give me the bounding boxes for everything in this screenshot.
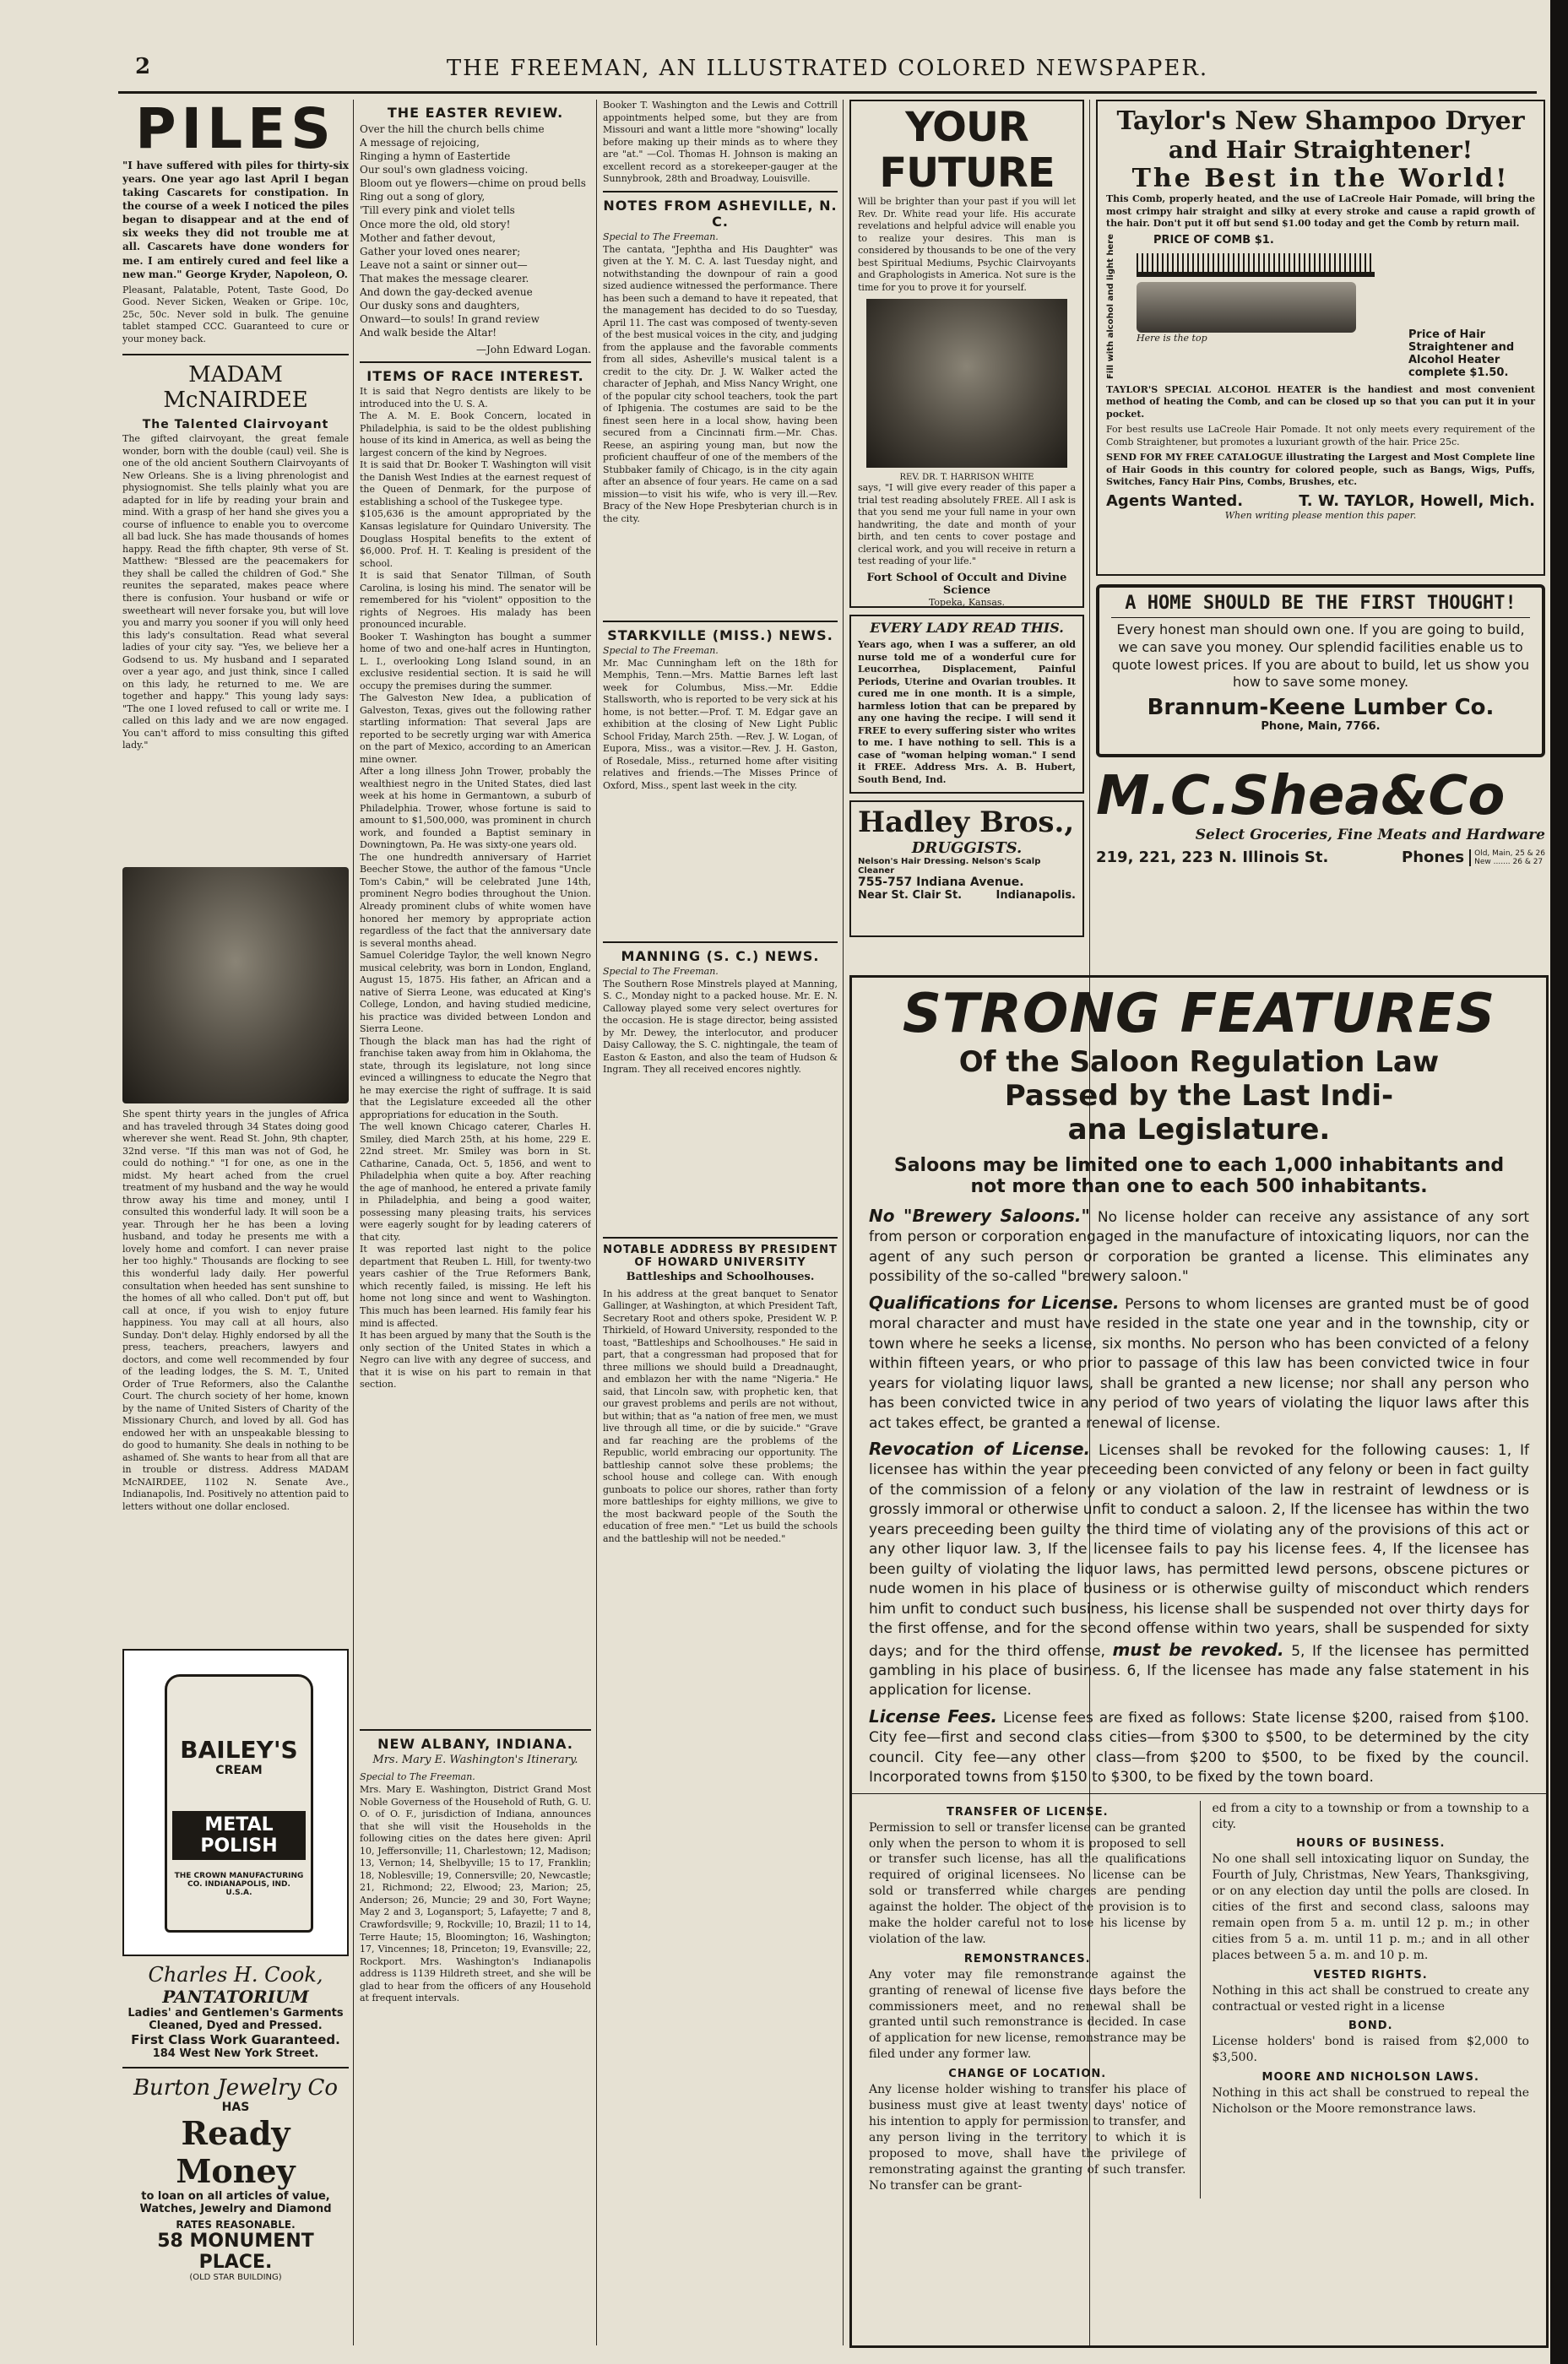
hadley-line-4: Indianapolis. — [996, 889, 1076, 902]
piles-quote: "I have suffered with piles for thirty-six years. One year ago last April I began taking Cascarets for constipation. In the course of a week I noticed the piles began to disappear and at the end of six weeks they did not trouble me at all. Cascarets have done wonders for me. I am entirely cured and feel like a new man." George Kryder, Napoleon, O. — [122, 160, 349, 280]
saloon-h5: License Fees. — [869, 1705, 997, 1727]
cook-line-2: First Class Work Guaranteed. — [131, 2032, 340, 2048]
remonstrance-title: REMONSTRANCES. — [963, 1952, 1091, 1965]
taylor-agents: Agents Wanted. — [1106, 491, 1244, 510]
easter-author: —John Edward Logan. — [476, 344, 591, 356]
saloon-sub-1: Of the Saloon Regulation Law — [958, 1045, 1440, 1079]
bailey-cream: CREAM — [215, 1764, 263, 1778]
lady-ad — [849, 615, 1084, 794]
taylor-heater: TAYLOR'S SPECIAL ALCOHOL HEATER is the handiest and most convenient method of heating the Comb, and can be closed up so that you can put it in your pocket. — [1106, 383, 1535, 420]
items-body: It is said that Negro dentists are likely to be introduced into the U. S. A. The A. M. E. Book Concern, located in Philadelphia, is said to be the oldest publishing house of its kind in America, as well as being the largest concern of the kind by Negroes. It is said that Dr. Booker T. Washington will visit the Danish West Indies at the earnest request of the Queen of Denmark, for the purpose of establishing a school of the Tuskegee type. $105,636 is the amount appropriated by the Kansas legislature for Quindaro University. The Douglass Hospital benefits to the extent of $6,000. Prof. H. T. Kealing is president of the school. It is said that Senator Tillman, of South Carolina, is losing his mind. The senator will be remembered for his "violent" opposition to the rights of Negroes. His malady has been pronounced incurable. Booker T. Washington has bought a summer home of two and one-half acres in Huntington, L. I., overlooking Long Island sound, in an exclusive residential section. It is said he will occupy the premises during the summer. The Galveston New Idea, a publication of Galveston, Texas, gives out the following rather startling information: That several Japs are reported to be secretly urging war with America on the part of Mexico, according to an American mine owner. After a long illness John Trower, probably the wealthiest negro in the United States, died last week at his home in Germantown, a suburb of Philadelphia. Trower, whose fortune is said to amount to $1,500,000, was prominent in church work, and founded a Baptist seminary in Downingtown, Pa. He was sixty-one years old. The one hundredth anniversary of Harriet Beecher Stowe, the author of the famous "Uncle Tom's Cabin," will be celebrated June 14th, prominent Negro bodies throughout the Union. Already prominent clubs of white women have honored her memory by appropriate action regardless of the fact that the anniversary date is several months ahead. Samuel Coleridge Taylor, the well known Negro musical celebrity, was born in London, England, August 15, 1875. His father, an African and a native of Sierra Leone, was educated at King's College, London, and having studied medicine, his practice was divided between London and Sierra Leone. Though the black man has had the right of franchise taken away from him in Oklahoma, the state, through its legislature, not long since evinced a willingness to educate the Negro that he may exercise the right of suffrage. It is said that the Legislature exceeded all the other appropriations for education in the South. The well known Chicago caterer, Charles H. Smiley, died March 25th, at his home, 229 E. 22nd street. Mr. Smiley was born in St. Catharine, Canada, Oct. 5, 1856, and went to Philadelphia when quite a boy. After reaching the age of manhood, he entered a private family in Philadelphia, and being a good waiter, possessing many pleasing traits, his services were eagerly sought for by leading caterers of that city. It was reported last night to the police department that Reuben L. Hill, for twenty-two years cashier of the True Reformers Bank, which recently failed, is missing. He left his home not long since and went to Washington. This much has been learned. His family fear his mind is affected. It has been argued by many that the South is the only section of the United States in which a Negro can live with any degree of success, and that it is wise on his part to remain in that section. — [360, 386, 591, 1391]
cook-business: PANTATORIUM — [162, 1987, 309, 2008]
bailey-maker: THE CROWN MANUFACTURING CO. INDIANAPOLIS, IND. U.S.A. — [174, 1872, 304, 1898]
hadley-ad — [849, 800, 1084, 937]
shea-tagline: Select Groceries, Fine Meats and Hardware — [1195, 827, 1545, 843]
asheville-body: The cantata, "Jephtha and His Daughter" was given at the Y. M. C. A. last Tuesday night, and notwithstanding the downpour of rain a good sized audience witnessed the performance. There has been such a demand to have it repeated, that the management has decided to do so Tuesday, April 11. The cast was composed of twenty-seven of the best musical voices in the city, and judging from the applause and the favorable comments from all sides, Asheville's musical talent is a credit to the city. Dr. J. W. Walker acted the character of Jephah, and Miss Nancy Wright, one of the popular city school teachers, took the part of Iphigenia. The costumes are said to be the finest seen here in a local show, having been secured from a Cincinnati firm.—Mr. Chas. Reese, an aspiring young man, but now the proficient chauffeur of one of the members of the Stubbaker family of Chicago, is in the city again after an absence of four years. He came on a sad mission—to visit his wife, who is very ill.—Rev. Bracy of the New Hope Presbyterian church is in the city. — [603, 243, 838, 524]
madam-subtitle: The Talented Clairvoyant — [142, 418, 329, 432]
saloon-sub-3: ana Legislature. — [1067, 1113, 1331, 1147]
bond-title: BOND. — [1348, 2020, 1393, 2033]
future-body: Will be brighter than your past if you will let Rev. Dr. White read your life. His accurate revelations and helpful advice will enable you to realize your desires. This man is considered by thousands to be one of the very best Spiritual Mediums, Psychic Clairvoyants and Graphologists in America. Not sure is the time for you to prove it for yourself. — [858, 196, 1076, 293]
burton-line-2: RATES REASONABLE. — [176, 2219, 296, 2231]
home-firm: Brannum-Keene Lumber Co. — [1147, 695, 1495, 721]
future-title: YOUR FUTURE — [879, 104, 1055, 197]
saloon-title: STRONG FEATURES — [902, 983, 1496, 1045]
hadley-line-2: 755-757 Indiana Avenue. — [858, 876, 1024, 889]
taylor-here-label: Here is the top — [1137, 332, 1207, 344]
taylor-line-2: and Hair Straightener! — [1168, 136, 1473, 164]
madam-name: MADAM McNAIRDEE — [163, 362, 308, 414]
home-phone: Phone, Main, 7766. — [1261, 720, 1381, 734]
taylor-catalog: SEND FOR MY FREE CATALOGUE illustrating the Largest and Most Complete line of Hair Goods in this country for colored people, such as Bangs, Wigs, Puffs, Switches, Fancy Hair Pins, Combs, Brushes, etc. — [1106, 452, 1535, 488]
saloon-p2: Persons to whom licenses are granted must be of good moral character and must have resided in the state one year and in the township, city or town where he seeks a license, six months. No person who has been convicted of a felony within fifteen years, or who prior to passage of this law has been convicted twice in four years for violating liquor laws, shall be granted a new license; nor shall any person who has been convicted twice in any period of two years of violating the liquor laws after this act takes effect, be granted a renewal of license. — [869, 1295, 1530, 1432]
burton-name: Burton Jewelry Co — [133, 2075, 339, 2101]
column-5 — [1096, 100, 1545, 969]
piles-fine-print: Pleasant, Palatable, Potent, Taste Good, Do Good. Never Sicken, Weaken or Gripe. 10c, 25c, 50c. Never sold in bulk. The genuine tablet stamped CCC. Guaranteed to cure or your money back. — [122, 284, 349, 344]
asheville-byline: Special to The Freeman. — [603, 230, 719, 242]
bailey-metal-polish: METAL POLISH — [172, 1811, 306, 1860]
easter-poem: Over the hill the church bells chime A message of rejoicing, Ringing a hymn of Eastertide Our soul's own gladness voicing. Bloom out ye flowers—chime on proud bells Ring out a song of glory, 'Till every pink and violet tells Once more the old, old story! Mother and father devout, Gather your loved ones nearer; Leave not a saint or sinner out— That makes the message clearer. And down the gay-decked avenue Our dusky sons and daughters, Onward—to souls! In grand review And walk beside the Altar! — [360, 123, 586, 339]
shea-name: M.C.Shea&Co — [1096, 765, 1506, 827]
future-ad — [849, 100, 1084, 608]
albany-body: Mrs. Mary E. Washington, District Grand Most Noble Governess of the Household of Ruth, G. U. O. of O. F., jurisdiction of Indiana, announces that she will visit the Households in the following cities on the dates here given: April 10, Jeffersonville; 11, Charlestown; 12, Madison; 13, Vernon; 14, Shelbyville; 15 to 17, Franklin; 18, Noblesville; 19, Connersville; 20, Newcastle; 21, Richmond; 22, Elwood; 23, Marion; 25, Anderson; 26, Muncie; 29 and 30, Fort Wayne; May 2 and 3, Logansport; 5, Lafayette; 7 and 8, Crawfordsville; 9, Rockville; 10, Brazil; 11 to 14, Terre Haute; 15, Bloomington; 16, Washington; 17, Vincennes; 18, Princeton; 19, Evansville; 22, Rockport. Mrs. Washington's Indianapolis address is 1139 Hildreth street, and she will be glad to hear from the officers of any Household at frequent intervals. — [360, 1784, 591, 2004]
madam-body: The gifted clairvoyant, the great female wonder, born with the double (caul) veil. She is one of the old ancient Southern Clairvoyants of New Orleans. She is a living phrenologist and physiognomist. She tells plainly what you are adapted for in life by reading your brain and mind. With a grasp of her hand she gives you a course of influence to enable you to overcome all bad luck. She has made thousands of homes happy. Read the fifth chapter, 9th verse of St. Matthew: "Blessed are the peacemakers for they shall be called the children of God." She reunites the separated, makes peace where there is confusion. Your husband or wife or sweetheart will never forsake you, but will love you and marry you sooner if you will only heed this lady's consultation. Read what several ladies of your city say. "Yes, we believe her a Godsend to us. My husband and I separated over a year ago, and just think, since I called on this lady, he returned to me. We are together and happy." This young lady says: "The one I loved refused to call or write me. I called on this lady and we are now engaged. You can't afford to miss consulting this gifted lady." — [122, 433, 349, 751]
vested-body: Nothing in this act shall be construed to create any contractual or vested right in a license — [1212, 1983, 1529, 2014]
masthead: THE FREEMAN, AN ILLUSTRATED COLORED NEWSPAPER. — [446, 56, 1209, 81]
hours-body: No one shall sell intoxicating liquor on Sunday, the Fourth of July, Christmas, New Years, Thanksgiving, or on any election day until the polls are closed. In cities of the first and second class, saloons may remain open from 5 a. m. until 12 p. m.; in other cities from 5 a. m. until 11 p. m.; and in all other places between 5 a. m. and 10 p. m. — [1212, 1852, 1529, 1962]
albany-subtitle: Mrs. Mary E. Washington's Itinerary. — [372, 1754, 578, 1767]
items-title: ITEMS OF RACE INTEREST. — [366, 368, 584, 385]
hours-title: HOURS OF BUSINESS. — [1296, 1837, 1446, 1851]
shea-phone-2: New ....... 26 & 27 — [1474, 857, 1544, 866]
lady-title: EVERY LADY READ THIS. — [870, 620, 1064, 636]
transfer-body: Permission to sell or transfer license can be granted only when the person to whom it is proposed to sell or transfer such license, has all the qualifications required of original licensees. No license can be sold or transferred while charges are pending against the holder. The object of the provision is to make the holder careful not to lose his license by violation of the law. — [869, 1820, 1186, 1946]
shea-phone-1: Old, Main, 25 & 26 — [1474, 849, 1545, 858]
future-caption: REV. DR. T. HARRISON WHITE — [899, 473, 1034, 483]
hadley-line-3: Near St. Clair St. — [858, 889, 963, 902]
saloon-p3: Licenses shall be revoked for the following causes: 1, If licensee has within the year preceeding been convicted of any felony or been in fact guilty of the commission of a felony or any violation of the law in restraint of lewdness or is grossly immoral or otherwise unfit to conduct a saloon. 2, If the licensee has within the two years preceeding been guilty the third time of violating any of the provisions of this act or any other liquor law. 3, If the licensee fails to pay his license fees. 4, If the licensee has been guilty of violating the liquor laws, has permitted lewd persons, obscene pictures or nude women in his place of business or is otherwise guilty of misconduct which renders him unfit to conduct such business, his license shall be suspended not over thirty days for the first offense, and for the second offense within two years, shall be suspended for sixty days; and for the third offense, — [869, 1441, 1530, 1660]
albany-title: NEW ALBANY, INDIANA. — [377, 1736, 573, 1753]
moore-body: Nothing in this act shall be construed to repeal the Nicholson or the Moore remonstrance laws. — [1212, 2086, 1529, 2117]
saloon-h1: No "Brewery Saloons." — [869, 1206, 1090, 1226]
taylor-price-2: Price of Hair Straightener and Alcohol Heater complete $1.50. — [1408, 328, 1515, 379]
albany-byline: Special to The Freeman. — [360, 1771, 475, 1783]
taylor-mention: When writing please mention this paper. — [1224, 509, 1417, 521]
cook-line-1: Ladies' and Gentlemen's Garments Cleaned, Dyed and Pressed. — [128, 2007, 344, 2033]
moore-title: MOORE AND NICHOLSON LAWS. — [1261, 2071, 1479, 2085]
easter-title: THE EASTER REVIEW. — [387, 105, 564, 121]
transfer-title: TRANSFER OF LICENSE. — [946, 1805, 1109, 1819]
starkville-title: STARKVILLE (MISS.) NEWS. — [607, 626, 833, 643]
manning-byline: Special to The Freeman. — [603, 965, 719, 977]
hadley-name: Hadley Bros., — [858, 805, 1075, 839]
starkville-byline: Special to The Freeman. — [603, 644, 719, 656]
future-org: Fort School of Occult and Divine Science — [866, 571, 1067, 597]
home-title: A HOME SHOULD BE THE FIRST THOUGHT! — [1111, 593, 1530, 618]
column-1 — [122, 100, 349, 2345]
saloon-p4: 5, If the licensee has permitted gambling in his place of business. 6, If the licensee has made any false statement in his application for license. — [869, 1642, 1530, 1700]
col3-intro: Booker T. Washington and the Lewis and Cottrill appointments helped some, but they are from Missouri and want a little more "showing" locally before making up their minds as to where they are "at." —Col. Thomas H. Johnson is making an excellent record as a storekeeper-gauger at the Sunnybrook, 28th and Broadway, Louisville. — [603, 100, 838, 185]
notable-title: NOTABLE ADDRESS BY PRESIDENT OF HOWARD UNIVERSITY — [603, 1243, 838, 1269]
bond-body: License holders' bond is raised from $2,000 to $3,500. — [1212, 2035, 1529, 2065]
burton-line-4: (OLD STAR BUILDING) — [189, 2273, 282, 2283]
column-4 — [849, 100, 1084, 969]
shea-phones: Phones — [1402, 849, 1465, 866]
remonstrance-body: Any voter may file remonstrance against the granting of renewal of license five days before the commissioners meet, and no renewal shall be granted until such remonstrance is decided. In case of application for new license, remonstrance may be filed under any former law. — [869, 1967, 1186, 2062]
manning-title: MANNING (S. C.) NEWS. — [621, 947, 820, 964]
madam-body-2: She spent thirty years in the jungles of Africa and has traveled through 34 States doing good wherever she went. Read St. John, 9th chapter, 32nd verse. "If this man was not of God, he could do nothing." "I for one, as one in the midst. My heart ached from the cruel treatment of my husband and the way he would throw away his time and money, until I consulted this wonderful lady. It will soon be a year. Through her he has been a loving husband, and today he presents me with a lovely home and comfort. I can never praise her too highly." Thousands are flocking to see this wonderful lady daily. Her powerful consultation when heeded has sent sunshine to the homes of all who called. Don't put off, but call at once, if you wish to enjoy future happiness. You may call at all hours, also Sunday. Don't delay. Highly endorsed by all the press, teachers, preachers, lawyers and doctors, and come well recommended by four of the leading lodges, the S. M. T., United Order of True Reformers, also the Calanthe Court. The church society of her home, known by the name of United Sisters of Charity of the Missionary Church, and loved by all. God has endowed her with an unspeakable blessing to do good to humanity. She deals in nothing to be ashamed of. She wants to hear from all that are in trouble or distress. Address MADAM McNAIRDEE, 1102 N. Senate Ave., Indianapolis, Ind. Positively no attention paid to letters without one dollar enclosed. — [122, 1109, 349, 1512]
hadley-line-1: Nelson's Hair Dressing. Nelson's Scalp Cleaner — [858, 857, 1041, 876]
shea-ad — [1096, 766, 1545, 884]
saloon-p1: No license holder can receive any assistance of any sort from person or corporation engaged in the manufacture of intoxicating liquors, nor can the agent of any such person or corporation be granted a license. This eliminates any possibility of the so-called "brewery saloon." — [869, 1209, 1529, 1286]
column-3 — [603, 100, 838, 2345]
saloon-lead: Saloons may be limited one to each 1,000 inhabitants and not more than one to each 500 inhabitants. — [893, 1155, 1505, 1197]
lady-body: Years ago, when I was a sufferer, an old nurse told me of a wonderful cure for Leucorrhea, Displacement, Painful Periods, Uterine and Ovarian troubles. It cured me in one month. It is a simple, harmless lotion that can be prepared by any one having the recipe. I will send it FREE to every suffering sister who writes to me. I have nothing to sell. This is a case of "woman helping woman." I send it FREE. Address Mrs. A. B. Hubert, South Bend, Ind. — [858, 639, 1076, 785]
location-title: CHANGE OF LOCATION. — [948, 2068, 1107, 2081]
burton-ad — [122, 2068, 349, 2289]
future-city: Topeka, Kansas. — [928, 596, 1006, 608]
burton-has: HAS — [221, 2101, 250, 2115]
column-2 — [360, 100, 591, 2345]
taylor-price-1: PRICE OF COMB $1. — [1153, 233, 1274, 247]
burton-ready-money: Ready Money — [176, 2114, 296, 2191]
vested-title: VESTED RIGHTS. — [1313, 1968, 1428, 1982]
rev-white-portrait — [866, 299, 1067, 468]
taylor-body: This Comb, properly heated, and the use of LaCreole Hair Pomade, will bring the most crimpy hair straight and silky at every stroke and cause a rapid growth of the hair. Don't put it off but send $1.00 today and get the Comb by return mail. — [1106, 193, 1535, 230]
notable-subtitle: Battleships and Schoolhouses. — [626, 1270, 815, 1283]
saloon-law-notice — [849, 975, 1549, 2348]
asheville-title: NOTES FROM ASHEVILLE, N. C. — [603, 197, 838, 230]
saloon-h4: must be revoked. — [1112, 1639, 1284, 1660]
home-ad — [1096, 584, 1545, 757]
taylor-line-1: Taylor's New Shampoo Dryer — [1116, 106, 1525, 136]
manning-body: The Southern Rose Minstrels played at Manning, S. C., Monday night to a packed house. Mr. E. N. Calloway played some very select overtures for the occasion. He is stage director, being assisted by Mr. Dewey, the interlocutor, and producer Daisy Calloway, the S. C. nightingale, the team of Easton & Easton, and also the team of Hudson & Ingram. They all received encores nightly. — [603, 978, 838, 1076]
saloon-h3: Revocation of License. — [869, 1438, 1091, 1459]
madam-ad — [122, 355, 349, 1640]
taylor-pomade: For best results use LaCreole Hair Pomade. It not only meets every requirement of the Comb Straightener, but promotes a luxuriant growth of the hair. Price 25c. — [1106, 424, 1535, 447]
location-body: Any license holder wishing to transfer his place of business must give at least twenty days' notice of his intention to apply for permission to transfer, and any person living in the territory to which it is proposed to move, shall have the privilege of remonstrating against the granting of such transfer. No transfer can be grant- — [869, 2083, 1186, 2193]
piles-ad — [122, 100, 349, 355]
taylor-side-text: Fill with alcohol and light here — [1106, 233, 1115, 379]
polish-can-icon — [165, 1674, 313, 1933]
bailey-brand: BAILEY'S — [180, 1736, 298, 1765]
notable-body: In his address at the great banquet to Senator Gallinger, at Washington, at which President Taft, Secretary Root and others spoke, President W. P. Thirkield, of Howard University, responded to the toast, "Battleships and Schoolhouses." He said in part, that a congressman had proposed that for three millions we should build a Dreadnaught, and emblazon her with the name "Nigeria." He said, that Lincoln saw, with prophetic ken, that our gravest problems and perils are not without, but within; that as "a nation of free men, we must live through all time, or die by suicide." "Grave and far reaching are the problems of the Republic, world embracing our opportunity. The battleship cannot solve these problems; the school house and college can. With enough gunboats to police our shores, rather than forty more battleships for eighty millions, we give to the most backward people of the South the education of free men." "Let us build the schools and the battleship will not be needed." — [603, 1288, 838, 1544]
bailey-ad — [122, 1649, 349, 1956]
page-number: 2 — [135, 54, 151, 79]
heater-icon — [1137, 282, 1356, 333]
cook-name: Charles H. Cook, — [148, 1963, 323, 1987]
saloon-h2: Qualifications for License. — [869, 1292, 1120, 1313]
page-header — [118, 47, 1537, 94]
cook-line-3: 184 West New York Street. — [152, 2047, 319, 2061]
starkville-body: Mr. Mac Cunningham left on the 18th for Memphis, Tenn.—Mrs. Mattie Barnes left last week for Columbus, Miss.—Mr. Eddie Stallsworth, who is reported to be very sick at his home, is not better.—Prof. T. M. Edgar gave an exhibition at the closing of New Light Public School Friday, March 25th. —Rev. J. W. Logan, of Eupora, Miss., was a visitor.—Rev. J. H. Gaston, of Rosedale, Miss., returned home after visiting relatives and friends.—The Misses Prince of Oxford, Miss., spent last week in the city. — [603, 657, 838, 791]
future-body-2: says, "I will give every reader of this paper a trial test reading absolutely FREE. All I ask is that you send me your full name in your own handwriting, the date and month of your birth, and ten cents to cover postage and clerical work, and you will receive in return a test reading of your life." — [858, 482, 1076, 567]
shea-address: 219, 221, 223 N. Illinois St. — [1096, 849, 1329, 866]
taylor-ad — [1096, 100, 1545, 576]
comb-icon — [1137, 253, 1375, 277]
madam-portrait — [122, 867, 349, 1103]
cook-ad — [122, 1956, 349, 2068]
burton-line-3: 58 MONUMENT PLACE. — [157, 2231, 314, 2274]
saloon-p5: License fees are fixed as follows: State license $200, raised from $100. City fee—first and second class cities—from $300 to $500, to be determined by the city council. City fee—any other class—from $200 to $500, to be fixed by the council. Incorporated towns from $150 to $300, to be fixed by the town board. — [869, 1709, 1530, 1787]
location-continued: ed from a city to a township or from a township to a city. — [1212, 1801, 1529, 1831]
taylor-line-3: The Best in the World! — [1131, 164, 1510, 193]
home-body: Every honest man should own one. If you are going to build, we can save you money. Our splendid facilities enable us to quote lowest prices. If you are about to build, let us show you how to save some money. — [1111, 621, 1530, 691]
burton-line-1: to loan on all articles of value, Watches, Jewelry and Diamond — [139, 2190, 332, 2216]
piles-title: PILES — [135, 100, 336, 161]
saloon-sub-2: Passed by the Last Indi- — [1004, 1079, 1394, 1113]
hadley-trade: DRUGGISTS. — [911, 839, 1023, 857]
taylor-name: T. W. TAYLOR, Howell, Mich. — [1299, 491, 1535, 510]
